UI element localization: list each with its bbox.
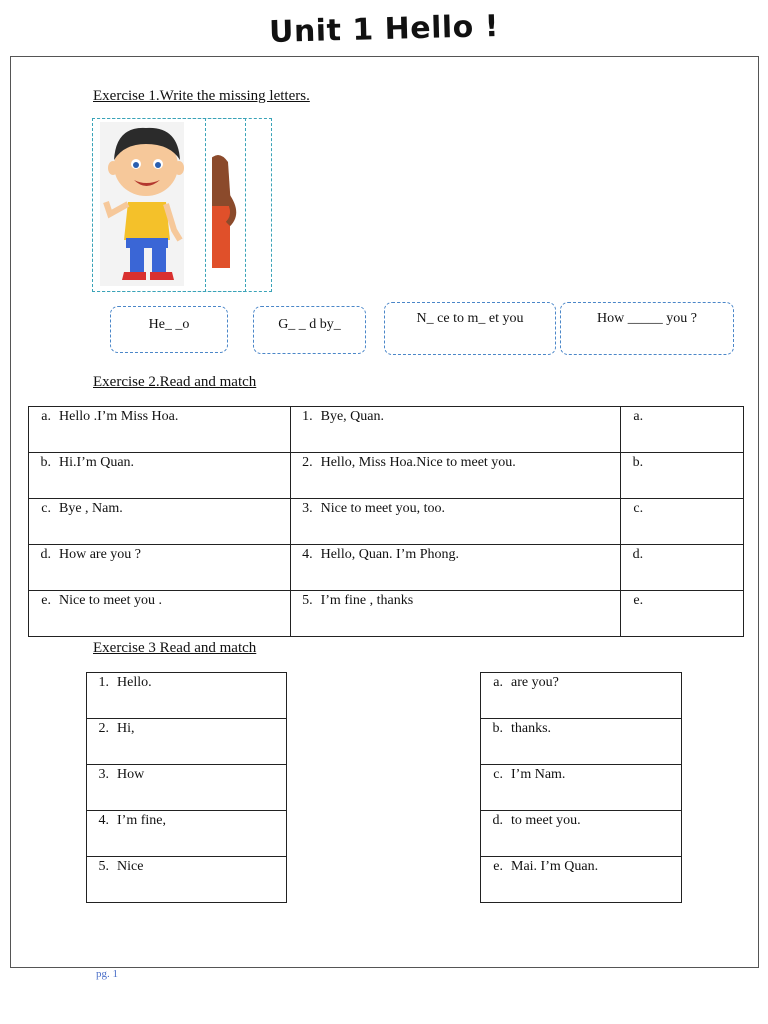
table-row[interactable]: [481, 719, 682, 765]
answer-marker: c.: [633, 501, 644, 516]
answer-marker: d.: [632, 547, 644, 562]
response-text: Nice to meet you, too.: [320, 501, 446, 516]
page-number: pg. 1: [96, 968, 118, 980]
greeting-text: Nice to meet you .: [59, 593, 163, 608]
row-marker: 1.: [302, 409, 313, 424]
row-marker: 2.: [302, 455, 313, 470]
item-text: How: [117, 767, 145, 782]
exercise1-heading: Exercise 1.Write the missing letters.: [93, 88, 310, 104]
item-marker: 2.: [98, 721, 109, 736]
word-box-4-text: How _____ you ?: [597, 311, 697, 326]
page-title: Unit 1 Hello !: [268, 8, 500, 51]
exercise3-heading: Exercise 3 Read and match: [93, 640, 257, 656]
answer-cell[interactable]: [621, 407, 744, 453]
answer-marker: b.: [632, 455, 644, 470]
word-box-2-text: G_ _ d by_: [278, 317, 341, 332]
answer-cell[interactable]: [621, 545, 744, 591]
table-row[interactable]: [481, 811, 682, 857]
word-box-1[interactable]: [110, 306, 228, 353]
response-text: Hello, Miss Hoa.Nice to meet you.: [320, 455, 516, 470]
item-marker: 4.: [98, 813, 109, 828]
table-row[interactable]: [481, 857, 682, 903]
row-marker: c.: [41, 501, 51, 516]
item-text: I’m Nam.: [511, 767, 566, 782]
row-marker: 3.: [302, 501, 313, 516]
table-row[interactable]: [481, 765, 682, 811]
item-text: Hello.: [117, 675, 152, 690]
item-marker: b.: [492, 721, 503, 736]
item-marker: 1.: [98, 675, 109, 690]
table-row: [29, 591, 744, 637]
item-text: to meet you.: [511, 813, 581, 828]
greeting-text: How are you ?: [59, 547, 142, 562]
item-marker: e.: [493, 859, 503, 874]
greeting-text: Hi.I’m Quan.: [59, 455, 135, 470]
girl-icon: [206, 152, 233, 272]
exercise2-table: [28, 406, 744, 637]
row-marker: b.: [40, 455, 51, 470]
table-row[interactable]: [87, 765, 287, 811]
table-row: [29, 499, 744, 545]
item-marker: 3.: [98, 767, 109, 782]
table-row[interactable]: [87, 673, 287, 719]
response-text: Hello, Quan. I’m Phong.: [320, 547, 460, 562]
row-marker: a.: [41, 409, 51, 424]
row-marker: d.: [40, 547, 51, 562]
table-row: [29, 545, 744, 591]
exercise3-left-table: [86, 672, 287, 903]
word-box-4[interactable]: [560, 302, 734, 355]
item-marker: c.: [493, 767, 503, 782]
response-text: Bye, Quan.: [320, 409, 384, 424]
exercise3-right-table: [480, 672, 682, 903]
item-marker: 5.: [98, 859, 109, 874]
item-text: thanks.: [511, 721, 552, 736]
item-text: Nice: [117, 859, 144, 874]
greeting-text: Hello .I’m Miss Hoa.: [59, 409, 179, 424]
table-row[interactable]: [481, 673, 682, 719]
answer-cell[interactable]: [621, 591, 744, 637]
table-row: [29, 453, 744, 499]
answer-marker: e.: [633, 593, 644, 608]
row-marker: 4.: [302, 547, 313, 562]
word-box-1-text: He_ _o: [148, 317, 190, 332]
exercise2-heading: Exercise 2.Read and match: [93, 374, 257, 390]
table-row[interactable]: [87, 811, 287, 857]
word-box-3[interactable]: [384, 302, 556, 355]
exercise1-picture: [92, 118, 272, 292]
answer-cell[interactable]: [621, 499, 744, 545]
word-box-3-text: N_ ce to m_ et you: [416, 311, 524, 326]
answer-cell[interactable]: [621, 453, 744, 499]
item-marker: d.: [492, 813, 503, 828]
boy-girl-illustration: [100, 122, 270, 286]
row-marker: e.: [41, 593, 51, 608]
greeting-text: Bye , Nam.: [59, 501, 123, 516]
item-text: Mai. I’m Quan.: [511, 859, 599, 874]
answer-marker: a.: [633, 409, 644, 424]
table-row: [29, 407, 744, 453]
word-box-2[interactable]: [253, 306, 366, 354]
item-marker: a.: [493, 675, 503, 690]
response-text: I’m fine , thanks: [320, 593, 414, 608]
item-text: I’m fine,: [117, 813, 166, 828]
item-text: Hi,: [117, 721, 135, 736]
table-row[interactable]: [87, 857, 287, 903]
table-row[interactable]: [87, 719, 287, 765]
row-marker: 5.: [302, 593, 313, 608]
boy-icon: [100, 122, 184, 286]
item-text: are you?: [511, 675, 559, 690]
